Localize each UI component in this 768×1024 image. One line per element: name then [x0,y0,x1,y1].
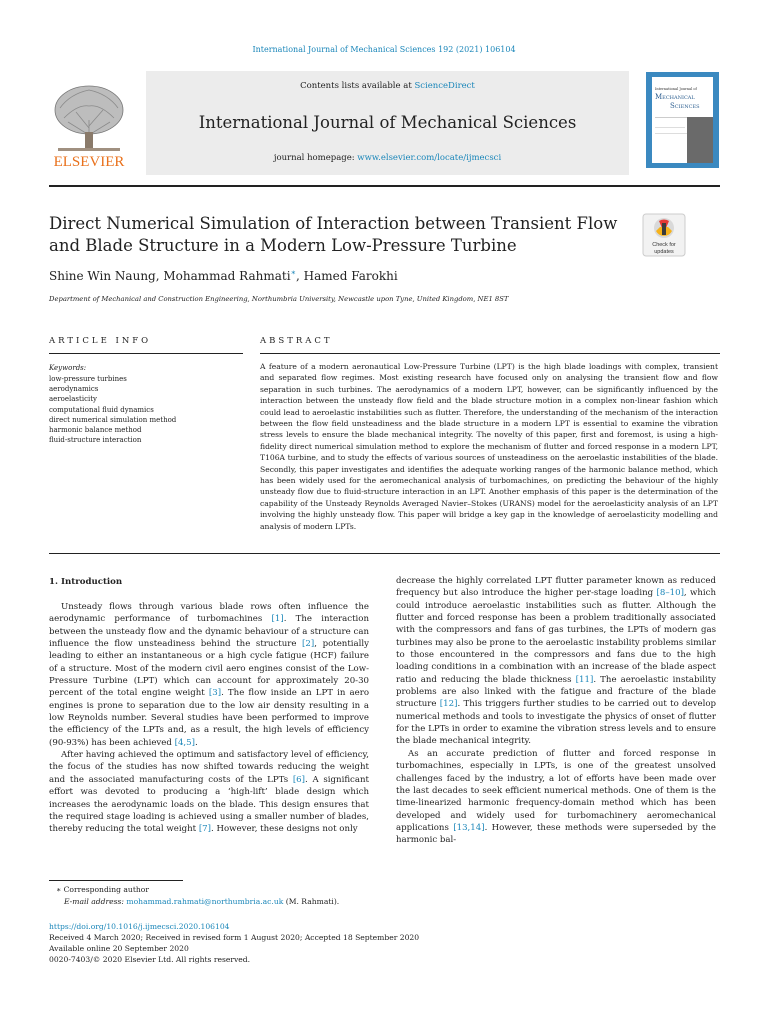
header-rule [49,185,720,187]
homepage-line [146,153,629,163]
intro-paragraph-3: decrease the highly correlated LPT flutter parameter known as reduced frequency but also introduce the higher per-stage loading [8–10], which could introduce aeroelastic instabilities such as flutter. Although the flutter and forced response has been a problem traditionally associated with the compressors and fans of gas turbines, the LPTs of modern gas turbines may also be prone to the aeroelastic instability problems similar to those encountered in the compressors and fans due to the high loading conditions in a combination with an increase of the blade aspect ratio and reducing the blade thickness [11]. The aeroelastic instability problems are also linked with the fatigue and fracture of the blade structure [12]. This triggers further studies to be carried out to develop numerical methods and tools to investigate the physics of onset of flutter for the LPTs in order to examine the vibration stress levels and to ensure the blade mechanical integrity. [396,576,717,747]
cover-line-1: International Journal of [655,87,697,91]
citation-link[interactable]: [6] [292,774,306,785]
journal-title: International Journal of Mechanical Sciences [198,113,577,132]
citation-link[interactable]: [7] [198,824,212,835]
citation-link[interactable]: [11] [575,674,594,685]
crossmark-line-2: updates [654,249,674,255]
author-1: Shine Win Naung, [49,269,164,283]
elsevier-tree-icon [48,80,130,170]
cover-line-3: Sciences [670,102,700,110]
keyword: low-pressure turbines [49,375,127,383]
received-dates: Received 4 March 2020; Received in revised form 1 August 2020; Accepted 18 September 2020 [49,933,420,942]
homepage-prefix: journal homepage: [273,153,358,163]
affiliation: Department of Mechanical and Construction Engineering, Northumbria University, Newcastle upon Tyne, United Kingdom, NE1 8ST [49,295,509,303]
citation-link[interactable]: [2] [302,639,315,650]
running-header[interactable]: International Journal of Mechanical Sciences 192 (2021) 106104 [252,45,516,54]
article-title: Direct Numerical Simulation of Interaction between Transient Flow and Blade Structure in a Modern Low-Pressure Turbine [49,214,618,255]
keyword: aerodynamics [49,385,99,394]
abstract-text: A feature of a modern aeronautical Low-Pressure Turbine (LPT) is the high blade loadings with complex, transient and separated flow regimes. Most existing research have focused only on analysing the transient flow and flow separation in such turbines. The aerodynamics of a modern LPT, however, can be significantly influenced by the interaction between the unsteady flow field and the blade structure motion in a complex non-linear fashion which could lead to aeroelastic instabilities such as flutter. Therefore, the understanding of the mechanism of the interaction between the flow field unsteadiness and the blade structure in a modern LPT is essential to examine the vibration stress levels to ensure the blade mechanical integrity. The novelty of this paper, first and foremost, is using a high-fidelity direct numerical simulation method to explore the mechanism of flutter and forced response in a modern LPT, T106A turbine, and to study the effects of various sources of unsteadiness on the aeroelastic instabilities of the blade. Secondly, this paper investigates and identifies the adequate working ranges of the harmonic balance method, which has been widely used for the aeromechanical analysis of turbomachines, on predicting the behaviour of the highly unsteady flow due to fluid-structure interaction in an LPT. Another emphasis of this paper is the determination of the capability of the Unsteady Reynolds Averaged Navier–Stokes (URANS) model for the aeroelasticity analysis of an LPT involving the highly unsteady flow. This paper will bridge a key gap in the knowledge of aeroelasticity modelling and analysis of modern LPTs. [260,362,718,531]
contents-prefix: Contents lists available at [300,81,415,91]
citation-link[interactable]: [3] [208,688,222,699]
abstract-rule [260,353,720,354]
author-list [49,268,398,283]
keyword: computational fluid dynamics [49,405,154,414]
crossmark-line-1: Check for [652,242,676,248]
cover-line-2: Mechanical [655,93,695,101]
intro-paragraph-2: After having achieved the optimum and satisfactory level of efficiency, the focus of the studies has now shifted towards reducing the weight and the associated manufacturing costs of the LPTs [6]. A significant effort was devoted to producing a ‘high-lift’ blade design which increases the aerodynamic loads on the blade. This design ensures that the required stage loading is achieved using a smaller number of blades, thereby reducing the total weight [7]. However, these designs not only [49,750,369,835]
abstract-heading: ABSTRACT [260,336,333,346]
keywords-label: Keywords: [49,364,87,372]
citation-link[interactable]: [8–10] [656,588,684,599]
crossmark-icon [642,213,686,257]
contents-line [146,81,629,91]
citation-link[interactable]: [4,5] [174,737,195,748]
author-2: Mohammad Rahmati [163,269,291,283]
check-for-updates-badge[interactable] [642,213,686,257]
footnote-corresponding: ∗ Corresponding author [56,885,149,894]
body-column-right [396,575,716,847]
keyword: harmonic balance method [49,426,142,435]
homepage-link[interactable]: www.elsevier.com/locate/ijmecsci [357,153,502,163]
citation-link[interactable]: [1] [271,614,284,625]
sciencedirect-link[interactable]: ScienceDirect [414,81,475,91]
cover-rule-2 [655,127,685,128]
abstract-bottom-rule [49,553,720,554]
article-info-rule [49,353,243,354]
intro-paragraph-4: As an accurate prediction of flutter and forced response in turbomachines, especially in LPTs, is one of the greatest unsolved challenges faced by the industry, a lot of efforts have been made over the last decades to seek efficient numerical methods. One of them is the time-linearized harmonic frequency-domain method which has been developed and widely used for turbomachinery aeromechanical applications [13,14]. However, these methods were superseded by the harmonic bal- [396,748,716,846]
keyword: direct numerical simulation method [49,415,177,424]
article-info-heading: ARTICLE INFO [49,336,152,346]
publisher-name: ELSEVIER [53,154,125,170]
section-heading-introduction: 1. Introduction [49,577,123,587]
email-link[interactable]: mohammad.rahmati@northumbria.ac.uk [126,897,284,906]
corresponding-mark[interactable]: ∗ [290,268,296,277]
doi-link[interactable]: https://doi.org/10.1016/j.ijmecsci.2020.106104 [49,922,230,931]
email-label: E-mail address: [64,897,124,906]
available-online: Available online 20 September 2020 [49,944,189,953]
journal-cover [646,72,719,168]
body-column-left [49,601,369,836]
cover-panel [652,77,713,163]
keyword: fluid-structure interaction [49,436,142,445]
citation-link[interactable]: [12] [439,699,458,710]
keywords-list [49,374,176,445]
author-3: , Hamed Farokhi [296,269,398,283]
footnote-email: E-mail address: mohammad.rahmati@northumbria.ac.uk (M. Rahmati). [64,897,340,906]
elsevier-logo [48,80,130,170]
citation-link[interactable]: [13,14] [453,822,485,833]
copyright: 0020-7403/© 2020 Elsevier Ltd. All rights reserved. [49,955,251,964]
keyword: aeroelasticity [49,395,98,404]
cover-image [687,117,713,163]
intro-paragraph-1: Unsteady flows through various blade rows often influence the aerodynamic performance of turbomachines [1]. The interaction between the unsteady flow and the dynamic behaviour of a structure can influence the flow unsteadiness behind the structure [2], potentially leading to either an instantaneous or a high cycle fatigue (HCF) failure of a structure. Most of the modern civil aero engines consist of the Low-Pressure Turbine (LPT) which can account for approximately 20-30 percent of the total engine weight [3]. The flow inside an LPT in aero engines is prone to separation due to the low air density resulting in a low Reynolds number. Several studies have been performed to improve the efficiency of the LPTs and, as a result, the high levels of efficiency (90-93%) has been achieved [4,5]. [49,602,370,748]
footnote-rule [49,880,183,881]
footnote-mark: ∗ [56,885,62,894]
